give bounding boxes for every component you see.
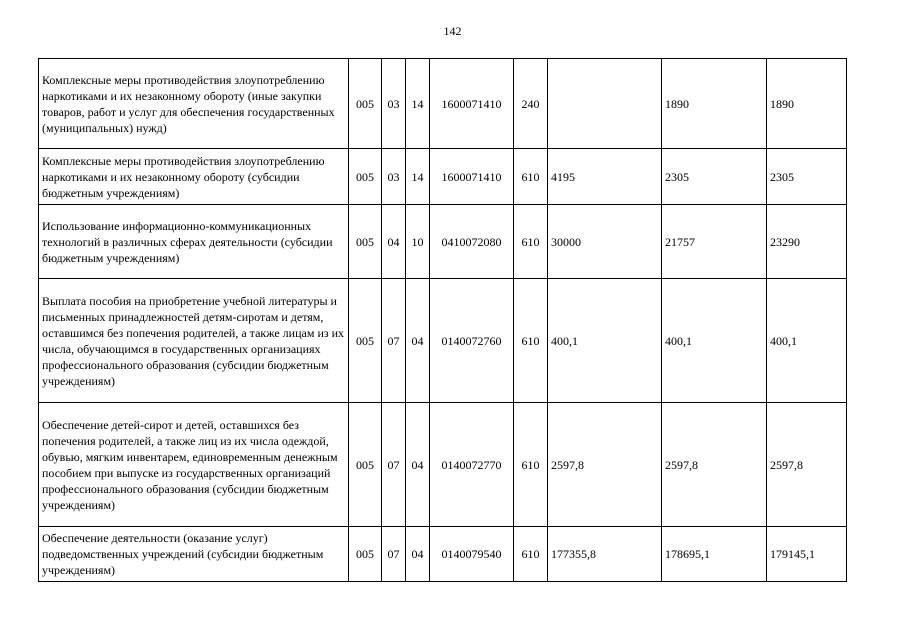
amount-year-2: 178695,1 — [662, 527, 767, 582]
target-code: 0410072080 — [430, 205, 514, 279]
page-number: 142 — [443, 24, 462, 38]
ministry-code: 005 — [349, 205, 382, 279]
target-code: 0140072770 — [430, 403, 514, 527]
subsection-code: 04 — [406, 403, 430, 527]
amount-year-3: 1890 — [767, 59, 847, 149]
section-code: 07 — [382, 527, 406, 582]
amount-year-2: 400,1 — [662, 279, 767, 403]
table-row — [39, 205, 847, 279]
amount-year-3: 400,1 — [767, 279, 847, 403]
expense-type-code: 240 — [514, 59, 548, 149]
amount-year-2: 2597,8 — [662, 403, 767, 527]
target-code: 1600071410 — [430, 59, 514, 149]
amount-year-1: 30000 — [548, 205, 662, 279]
table-row — [39, 403, 847, 527]
amount-year-1: 400,1 — [548, 279, 662, 403]
section-code: 03 — [382, 59, 406, 149]
row-description: Обеспечение детей-сирот и детей, оставшихся без попечения родителей, а также лиц из их числа одеждой, обувью, мягким инвентарем, единовременным денежным пособием при выпуске из государственных организаций профессионального образования (субсидии бюджетным учреждениям) — [39, 403, 349, 527]
target-code: 0140072760 — [430, 279, 514, 403]
table-row — [39, 59, 847, 149]
subsection-code: 10 — [406, 205, 430, 279]
amount-year-1 — [548, 59, 662, 149]
amount-year-3: 179145,1 — [767, 527, 847, 582]
expense-type-code: 610 — [514, 149, 548, 205]
subsection-code: 04 — [406, 527, 430, 582]
section-code: 03 — [382, 149, 406, 205]
amount-year-2: 21757 — [662, 205, 767, 279]
ministry-code: 005 — [349, 403, 382, 527]
target-code: 0140079540 — [430, 527, 514, 582]
row-description: Выплата пособия на приобретение учебной литературы и письменных принадлежностей детям-сиротам и детям, оставшимся без попечения родителей, а также лицам из их числа, обучающимся в государственных организациях профессионального образования (субсидии бюджетным учреждениям) — [39, 279, 349, 403]
expense-type-code: 610 — [514, 527, 548, 582]
amount-year-3: 2305 — [767, 149, 847, 205]
ministry-code: 005 — [349, 279, 382, 403]
section-code: 04 — [382, 205, 406, 279]
table-row — [39, 527, 847, 582]
amount-year-3: 23290 — [767, 205, 847, 279]
amount-year-1: 177355,8 — [548, 527, 662, 582]
expense-type-code: 610 — [514, 403, 548, 527]
row-description: Обеспечение деятельности (оказание услуг) подведомственных учреждений (субсидии бюджетным учреждениям) — [39, 527, 349, 582]
table-row — [39, 279, 847, 403]
subsection-code: 14 — [406, 59, 430, 149]
amount-year-1: 2597,8 — [548, 403, 662, 527]
expense-type-code: 610 — [514, 205, 548, 279]
amount-year-3: 2597,8 — [767, 403, 847, 527]
subsection-code: 04 — [406, 279, 430, 403]
amount-year-2: 1890 — [662, 59, 767, 149]
amount-year-1: 4195 — [548, 149, 662, 205]
budget-table — [38, 58, 847, 582]
target-code: 1600071410 — [430, 149, 514, 205]
subsection-code: 14 — [406, 149, 430, 205]
section-code: 07 — [382, 403, 406, 527]
section-code: 07 — [382, 279, 406, 403]
ministry-code: 005 — [349, 149, 382, 205]
amount-year-2: 2305 — [662, 149, 767, 205]
expense-type-code: 610 — [514, 279, 548, 403]
row-description: Комплексные меры противодействия злоупотреблению наркотиками и их незаконному обороту (субсидии бюджетным учреждениям) — [39, 149, 349, 205]
row-description: Использование информационно-коммуникационных технологий в различных сферах деятельности (субсидии бюджетным учреждениям) — [39, 205, 349, 279]
row-description: Комплексные меры противодействия злоупотреблению наркотиками и их незаконному обороту (иные закупки товаров, работ и услуг для обеспечения государственных (муниципальных) нужд) — [39, 59, 349, 149]
ministry-code: 005 — [349, 59, 382, 149]
table-row — [39, 149, 847, 205]
ministry-code: 005 — [349, 527, 382, 582]
